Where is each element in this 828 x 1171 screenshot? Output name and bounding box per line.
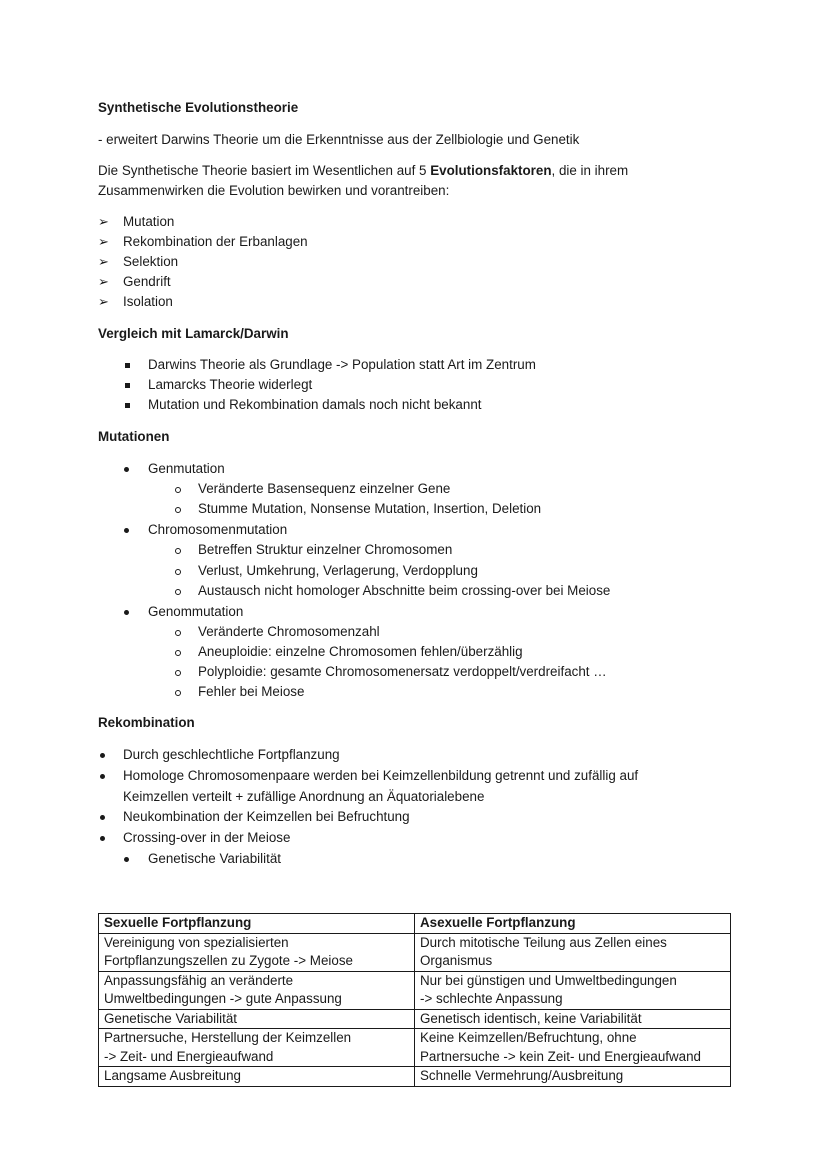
table-cell: Schnelle Vermehrung/Ausbreitung (415, 1067, 731, 1087)
table-cell: Genetische Variabilität (99, 1009, 415, 1029)
table-header-cell: Sexuelle Fortpflanzung (99, 914, 415, 934)
list-item: Genmutation (148, 461, 225, 476)
factors-paragraph-line2: Zusammenwirken die Evolution bewirken und vorantreiben: (98, 183, 450, 198)
dot-bullet-icon (124, 467, 129, 472)
table-header-row (99, 914, 731, 934)
page-title: Synthetische Evolutionstheorie (98, 100, 299, 115)
list-item: Veränderte Basensequenz einzelner Gene (198, 481, 451, 496)
evolutionsfaktoren-term: Evolutionsfaktoren (430, 163, 552, 178)
list-item-continuation: Keimzellen verteilt + zufällige Anordnung an Äquatorialebene (123, 789, 485, 804)
list-item: Gendrift (123, 274, 171, 289)
table-cell: Vereinigung von spezialisierten Fortpflanzungszellen zu Zygote -> Meiose (99, 933, 415, 971)
table-header-cell: Asexuelle Fortpflanzung (415, 914, 731, 934)
list-item: Durch geschlechtliche Fortpflanzung (123, 747, 340, 762)
list-item: Rekombination der Erbanlagen (123, 234, 308, 249)
arrow-bullet-icon: ➢ (98, 254, 109, 269)
circle-bullet-icon (175, 670, 181, 676)
circle-bullet-icon (175, 507, 181, 513)
list-item: Neukombination der Keimzellen bei Befruchtung (123, 809, 410, 824)
circle-bullet-icon (175, 650, 181, 656)
list-item: Mutation und Rekombination damals noch nicht bekannt (148, 397, 482, 412)
table-cell: Partnersuche, Herstellung der Keimzellen -> Zeit- und Energieaufwand (99, 1029, 415, 1067)
list-item: Lamarcks Theorie widerlegt (148, 377, 313, 392)
table-row (99, 1067, 731, 1087)
arrow-bullet-icon: ➢ (98, 274, 109, 289)
dot-bullet-icon (100, 836, 105, 841)
list-item: Homologe Chromosomenpaare werden bei Keimzellenbildung getrennt und zufällig auf (123, 768, 639, 783)
square-bullet-icon (125, 383, 130, 388)
section-heading-mutations: Mutationen (98, 429, 170, 444)
list-item: Verlust, Umkehrung, Verlagerung, Verdopplung (198, 563, 478, 578)
list-item: Betreffen Struktur einzelner Chromosomen (198, 542, 453, 557)
circle-bullet-icon (175, 589, 181, 595)
list-item: Aneuploidie: einzelne Chromosomen fehlen/überzählig (198, 644, 523, 659)
arrow-bullet-icon: ➢ (98, 234, 109, 249)
circle-bullet-icon (175, 569, 181, 575)
table-cell: Genetisch identisch, keine Variabilität (415, 1009, 731, 1029)
list-item: Darwins Theorie als Grundlage -> Population statt Art im Zentrum (148, 357, 536, 372)
dot-bullet-icon (100, 815, 105, 820)
table-cell: Keine Keimzellen/Befruchtung, ohne Partnersuche -> kein Zeit- und Energieaufwand (415, 1029, 731, 1067)
dot-bullet-icon (124, 528, 129, 533)
arrow-bullet-icon: ➢ (98, 214, 109, 229)
circle-bullet-icon (175, 548, 181, 554)
circle-bullet-icon (175, 690, 181, 696)
dot-bullet-icon (124, 610, 129, 615)
table-row (99, 971, 731, 1009)
list-item: Genommutation (148, 604, 244, 619)
list-item: Veränderte Chromosomenzahl (198, 624, 380, 639)
square-bullet-icon (125, 403, 130, 408)
list-item: Polyploidie: gesamte Chromosomenersatz verdoppelt/verdreifacht … (198, 664, 607, 679)
table-row (99, 1029, 731, 1067)
table-cell: Langsame Ausbreitung (99, 1067, 415, 1087)
circle-bullet-icon (175, 487, 181, 493)
list-item: Mutation (123, 214, 175, 229)
list-item: Selektion (123, 254, 179, 269)
factors-paragraph-line1: Die Synthetische Theorie basiert im Wesentlichen auf 5 Evolutionsfaktoren, die in ihrem (98, 163, 629, 178)
intro-line: - erweitert Darwins Theorie um die Erkenntnisse aus der Zellbiologie und Genetik (98, 132, 580, 147)
section-heading-recombination: Rekombination (98, 715, 195, 730)
table-cell: Durch mitotische Teilung aus Zellen eines Organismus (415, 933, 731, 971)
list-item: Genetische Variabilität (148, 851, 281, 866)
reproduction-comparison-table (98, 913, 731, 1087)
list-item: Austausch nicht homologer Abschnitte beim crossing-over bei Meiose (198, 583, 611, 598)
section-heading-comparison: Vergleich mit Lamarck/Darwin (98, 326, 289, 341)
table-cell: Nur bei günstigen und Umweltbedingungen -> schlechte Anpassung (415, 971, 731, 1009)
dot-bullet-icon (100, 753, 105, 758)
circle-bullet-icon (175, 630, 181, 636)
table-cell: Anpassungsfähig an veränderte Umweltbedingungen -> gute Anpassung (99, 971, 415, 1009)
dot-bullet-icon (124, 857, 129, 862)
square-bullet-icon (125, 363, 130, 368)
table-row (99, 1009, 731, 1029)
arrow-bullet-icon: ➢ (98, 294, 109, 309)
list-item: Stumme Mutation, Nonsense Mutation, Insertion, Deletion (198, 501, 542, 516)
list-item: Isolation (123, 294, 173, 309)
list-item: Crossing-over in der Meiose (123, 830, 291, 845)
list-item: Fehler bei Meiose (198, 684, 305, 699)
table-row (99, 933, 731, 971)
list-item: Chromosomenmutation (148, 522, 288, 537)
dot-bullet-icon (100, 774, 105, 779)
